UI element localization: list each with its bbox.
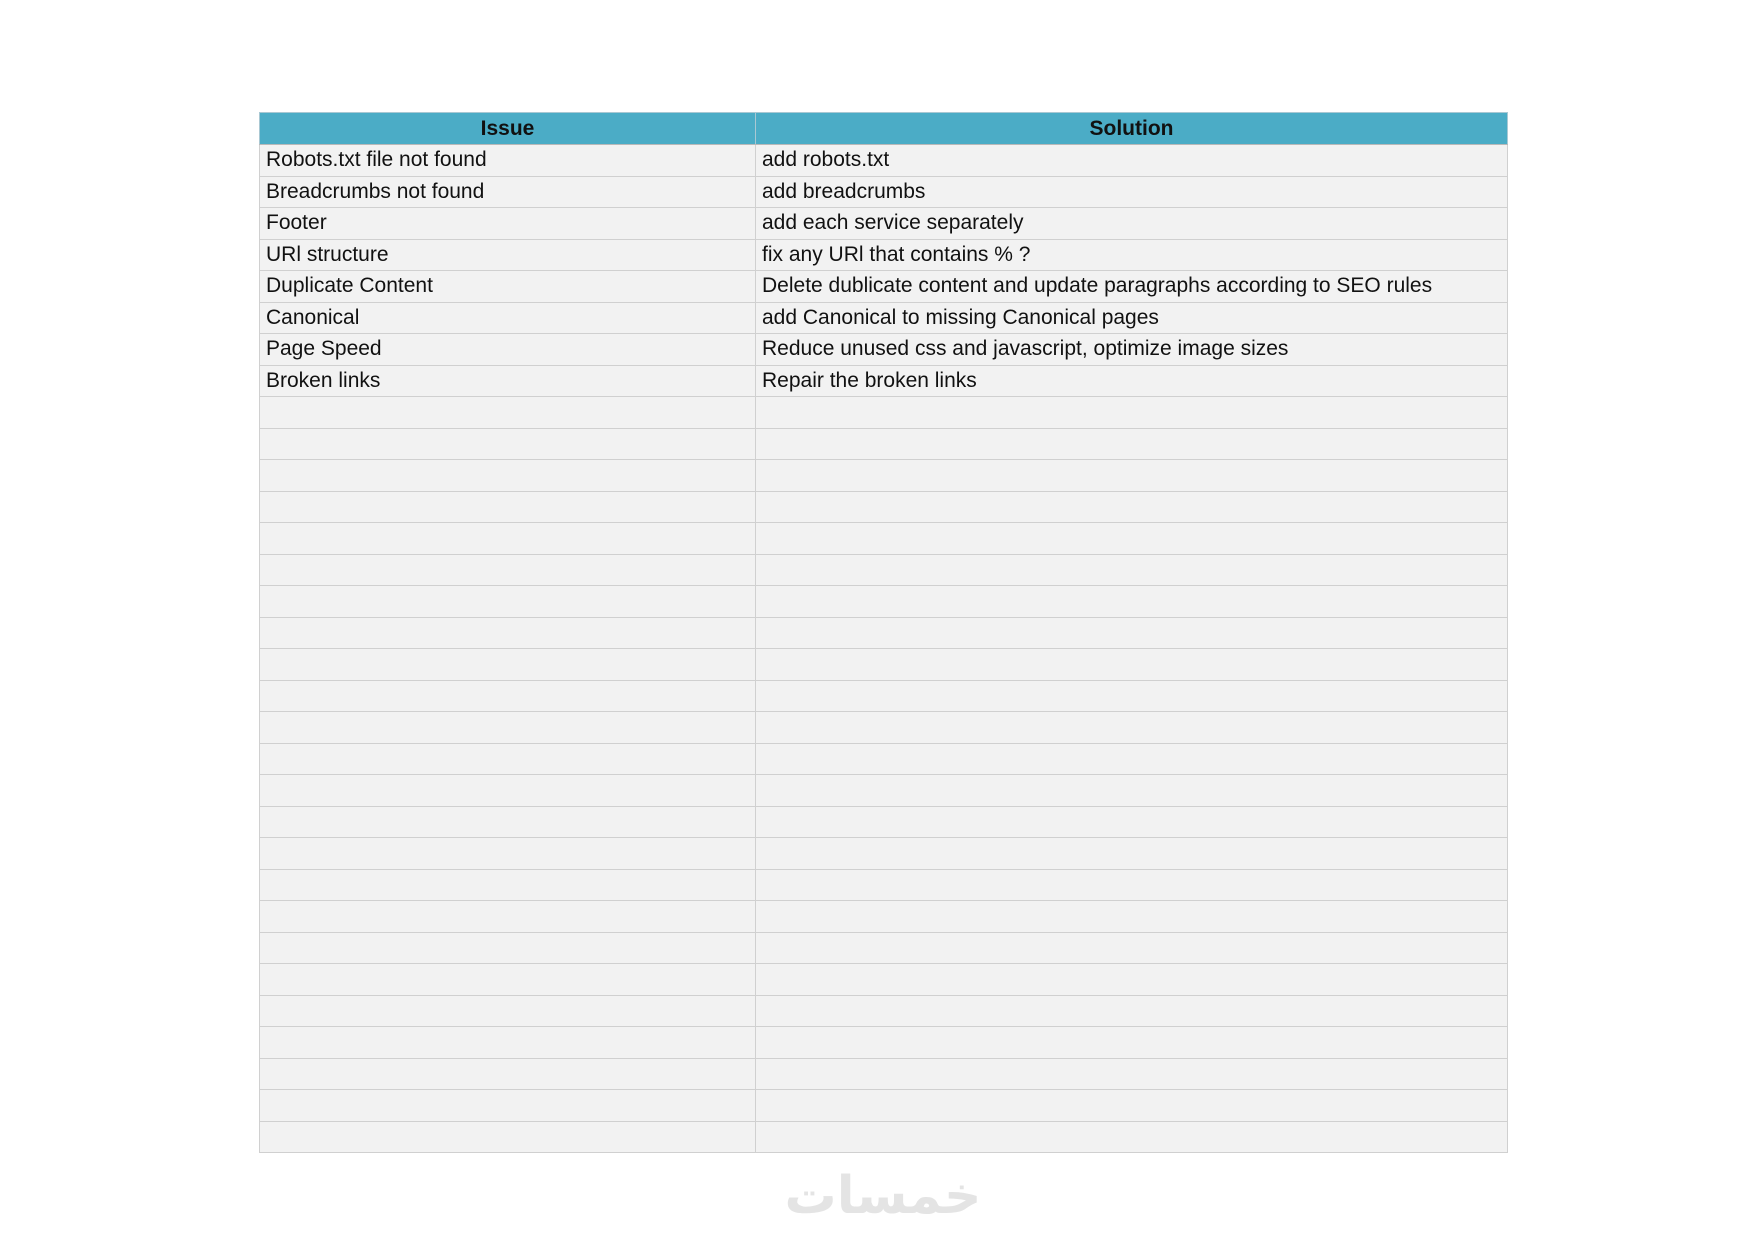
issue-cell[interactable]	[260, 554, 756, 586]
issue-cell[interactable]: Page Speed	[260, 334, 756, 366]
table-row	[260, 208, 1508, 240]
issue-cell[interactable]	[260, 712, 756, 744]
table-row	[260, 995, 1508, 1027]
solution-cell[interactable]	[756, 1090, 1508, 1122]
issue-cell[interactable]	[260, 932, 756, 964]
issue-cell[interactable]	[260, 806, 756, 838]
table-row	[260, 334, 1508, 366]
issue-cell[interactable]: Broken links	[260, 365, 756, 397]
issue-cell[interactable]	[260, 901, 756, 933]
solution-cell[interactable]	[756, 428, 1508, 460]
solution-cell[interactable]: add breadcrumbs	[756, 176, 1508, 208]
solution-cell[interactable]: add robots.txt	[756, 145, 1508, 177]
table-row	[260, 680, 1508, 712]
issue-cell[interactable]	[260, 617, 756, 649]
solution-cell[interactable]	[756, 1027, 1508, 1059]
table-body	[260, 145, 1508, 1153]
issue-cell[interactable]	[260, 775, 756, 807]
issue-cell[interactable]	[260, 1058, 756, 1090]
solution-cell[interactable]	[756, 649, 1508, 681]
solution-cell[interactable]	[756, 523, 1508, 555]
header-solution: Solution	[756, 113, 1508, 145]
issue-cell[interactable]	[260, 995, 756, 1027]
table-row	[260, 901, 1508, 933]
solution-cell[interactable]	[756, 806, 1508, 838]
solution-cell[interactable]: Reduce unused css and javascript, optimize image sizes	[756, 334, 1508, 366]
solution-cell[interactable]: fix any URl that contains % ?	[756, 239, 1508, 271]
table-row	[260, 460, 1508, 492]
solution-cell[interactable]	[756, 743, 1508, 775]
issue-cell[interactable]: URl structure	[260, 239, 756, 271]
table-row	[260, 1121, 1508, 1153]
issue-cell[interactable]	[260, 649, 756, 681]
solution-cell[interactable]	[756, 586, 1508, 618]
table-row	[260, 586, 1508, 618]
issue-cell[interactable]	[260, 523, 756, 555]
solution-cell[interactable]: add each service separately	[756, 208, 1508, 240]
table-row	[260, 1090, 1508, 1122]
table-row	[260, 775, 1508, 807]
issue-cell[interactable]: Footer	[260, 208, 756, 240]
table-row	[260, 617, 1508, 649]
table-row	[260, 491, 1508, 523]
table-row	[260, 428, 1508, 460]
solution-cell[interactable]	[756, 869, 1508, 901]
issue-cell[interactable]	[260, 838, 756, 870]
solution-cell[interactable]	[756, 901, 1508, 933]
table-row	[260, 239, 1508, 271]
solution-cell[interactable]	[756, 995, 1508, 1027]
solution-cell[interactable]: add Canonical to missing Canonical pages	[756, 302, 1508, 334]
issue-cell[interactable]	[260, 397, 756, 429]
table-row	[260, 806, 1508, 838]
table-row	[260, 869, 1508, 901]
solution-cell[interactable]	[756, 680, 1508, 712]
solution-cell[interactable]: Delete dublicate content and update paragraphs according to SEO rules	[756, 271, 1508, 303]
table-row	[260, 649, 1508, 681]
issue-cell[interactable]	[260, 428, 756, 460]
issue-cell[interactable]: Duplicate Content	[260, 271, 756, 303]
solution-cell[interactable]	[756, 964, 1508, 996]
table-row	[260, 176, 1508, 208]
issues-solutions-table	[259, 112, 1508, 1153]
issue-cell[interactable]	[260, 1027, 756, 1059]
table-row	[260, 145, 1508, 177]
issue-cell[interactable]: Robots.txt file not found	[260, 145, 756, 177]
header-issue: Issue	[260, 113, 756, 145]
issues-solutions-table-container	[259, 112, 1507, 1153]
solution-cell[interactable]	[756, 1121, 1508, 1153]
solution-cell[interactable]	[756, 1058, 1508, 1090]
solution-cell[interactable]	[756, 712, 1508, 744]
solution-cell[interactable]	[756, 491, 1508, 523]
khamsat-watermark-logo: خمسات	[784, 1166, 982, 1226]
table-row	[260, 1058, 1508, 1090]
table-row	[260, 302, 1508, 334]
table-row	[260, 365, 1508, 397]
table-row	[260, 554, 1508, 586]
solution-cell[interactable]	[756, 932, 1508, 964]
issue-cell[interactable]	[260, 1121, 756, 1153]
issue-cell[interactable]: Canonical	[260, 302, 756, 334]
issue-cell[interactable]	[260, 491, 756, 523]
issue-cell[interactable]: Breadcrumbs not found	[260, 176, 756, 208]
solution-cell[interactable]	[756, 460, 1508, 492]
table-row	[260, 271, 1508, 303]
table-row	[260, 964, 1508, 996]
table-row	[260, 838, 1508, 870]
solution-cell[interactable]	[756, 775, 1508, 807]
table-row	[260, 397, 1508, 429]
table-header-row	[260, 113, 1508, 145]
issue-cell[interactable]	[260, 1090, 756, 1122]
solution-cell[interactable]	[756, 554, 1508, 586]
issue-cell[interactable]	[260, 869, 756, 901]
table-row	[260, 1027, 1508, 1059]
issue-cell[interactable]	[260, 586, 756, 618]
issue-cell[interactable]	[260, 743, 756, 775]
table-row	[260, 523, 1508, 555]
solution-cell[interactable]	[756, 617, 1508, 649]
solution-cell[interactable]: Repair the broken links	[756, 365, 1508, 397]
solution-cell[interactable]	[756, 397, 1508, 429]
issue-cell[interactable]	[260, 460, 756, 492]
issue-cell[interactable]	[260, 964, 756, 996]
table-row	[260, 932, 1508, 964]
issue-cell[interactable]	[260, 680, 756, 712]
solution-cell[interactable]	[756, 838, 1508, 870]
table-row	[260, 743, 1508, 775]
table-row	[260, 712, 1508, 744]
